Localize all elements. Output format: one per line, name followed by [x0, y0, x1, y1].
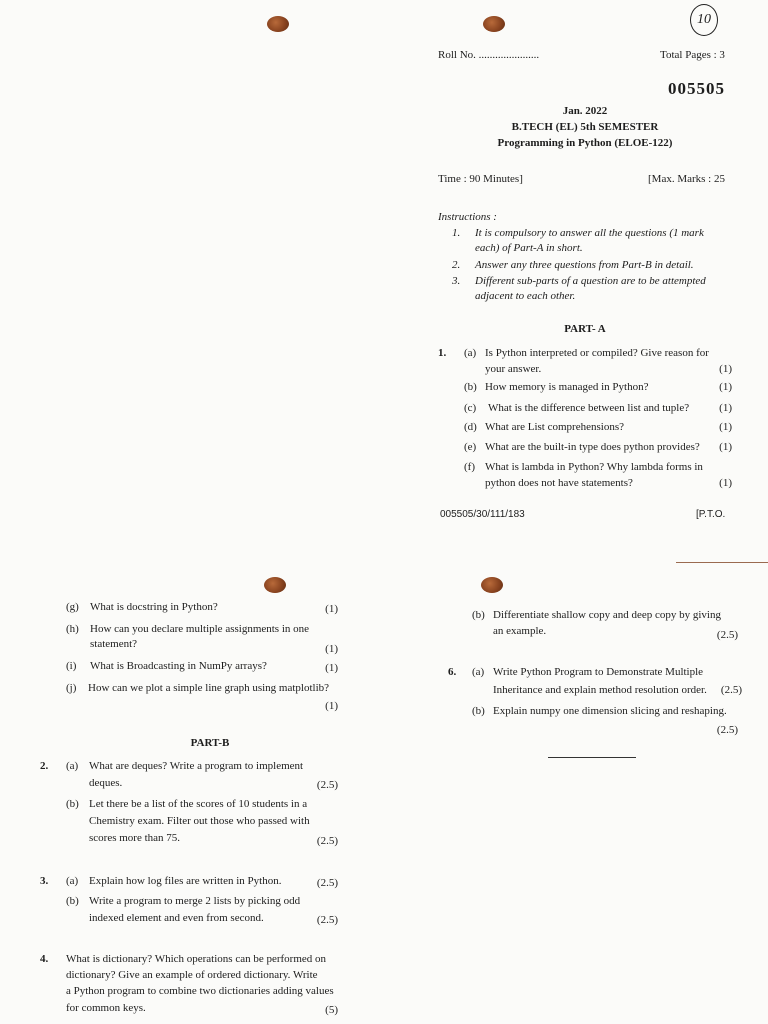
- question-label: (f): [464, 461, 475, 473]
- instruction-text-cont: each) of Part-A in short.: [475, 242, 583, 254]
- question-label: (e): [464, 441, 477, 453]
- question-text: Write Python Program to Demonstrate Multiple: [493, 666, 704, 678]
- question-text-cont: statement?: [90, 638, 138, 650]
- question-label: (a): [66, 875, 79, 887]
- question-number: 1.: [438, 347, 447, 359]
- punch-hole-icon: [483, 16, 505, 32]
- punch-hole-icon: [481, 577, 503, 593]
- question-label: (b): [66, 895, 79, 907]
- handwritten-page-mark: 10: [690, 4, 718, 36]
- instruction-text: It is compulsory to answer all the questions (1 mark: [475, 227, 704, 239]
- paper-code: 005505: [668, 79, 725, 98]
- question-item: [464, 401, 732, 417]
- question-text-cont: scores more than 75.: [89, 832, 181, 844]
- question-text-cont: for common keys.: [66, 1002, 146, 1014]
- instruction-text: Different sub-parts of a question are to be attempted: [475, 275, 706, 287]
- question-marks: (1): [719, 402, 732, 414]
- question-item: [66, 681, 338, 713]
- question-item: [464, 440, 732, 456]
- question-text-cont: dictionary? Give an example of ordered dictionary. Write: [66, 969, 318, 981]
- question-number: 3.: [40, 875, 49, 887]
- question-item: [66, 622, 338, 654]
- question-marks: (1): [325, 662, 338, 674]
- question-item: [66, 894, 338, 928]
- question-label: (b): [66, 798, 79, 810]
- course-name: B.TECH (EL) 5th SEMESTER: [511, 121, 659, 133]
- question-text: What are List comprehensions?: [485, 421, 624, 433]
- question-item: [464, 380, 732, 396]
- question-label: (a): [464, 347, 477, 359]
- question-text-cont: Inheritance and explain method resolution order.: [493, 684, 707, 696]
- question-text: Explain numpy one dimension slicing and reshaping.: [493, 705, 727, 717]
- question-text-cont: indexed element and even from second.: [89, 912, 264, 924]
- question-number: 2.: [40, 760, 49, 772]
- question-marks: (1): [325, 603, 338, 615]
- part-b-title: PART-B: [190, 737, 230, 749]
- question-marks: (2.5): [316, 877, 338, 889]
- part-a-title: PART- A: [564, 323, 606, 335]
- question-item: [66, 659, 338, 675]
- question-text-cont: a Python program to combine two dictionaries adding values: [66, 985, 334, 997]
- question-marks: (1): [719, 477, 732, 489]
- question-label: (g): [66, 601, 79, 613]
- time-limit: Time : 90 Minutes]: [438, 173, 523, 185]
- question-marks: (1): [719, 441, 732, 453]
- question-item: [66, 759, 338, 791]
- question-label: (j): [66, 682, 77, 694]
- question-text: Explain how log files are written in Python.: [89, 875, 282, 887]
- question-number: 6.: [448, 666, 457, 678]
- instruction-number: 2.: [452, 259, 461, 271]
- question-text: What is docstring in Python?: [90, 601, 218, 613]
- question-label: (b): [472, 609, 485, 621]
- question-text-cont: an example.: [493, 625, 547, 637]
- question-text: Let there be a list of the scores of 10 students in a: [89, 798, 308, 810]
- question-item: [66, 600, 338, 616]
- question-marks: (5): [325, 1004, 338, 1016]
- question-item: [66, 952, 338, 1018]
- question-text: How can you declare multiple assignments in one: [90, 623, 310, 635]
- page-edge-line: [676, 562, 768, 563]
- instruction-text: Answer any three questions from Part-B in detail.: [475, 259, 694, 271]
- question-marks: (1): [719, 421, 732, 433]
- instruction-number: 3.: [452, 275, 461, 287]
- instructions-title: Instructions :: [438, 211, 497, 223]
- question-item: [464, 420, 732, 436]
- question-number: 4.: [40, 953, 49, 965]
- question-item: [66, 874, 338, 890]
- question-label: (h): [66, 623, 79, 635]
- pto-label: [P.T.O.: [696, 509, 726, 520]
- question-label: (i): [66, 660, 77, 672]
- question-text: What is the difference between list and tuple?: [488, 402, 690, 414]
- end-of-paper-line: [548, 757, 636, 758]
- question-marks: (2.5): [316, 914, 338, 926]
- question-text: What is dictionary? Which operations can be performed on: [66, 953, 327, 965]
- question-marks: (2.5): [316, 835, 338, 847]
- question-text: Differentiate shallow copy and deep copy by giving: [493, 609, 721, 621]
- question-item: [464, 460, 732, 490]
- subject-name: Programming in Python (ELOE-122): [497, 137, 673, 149]
- question-item: [464, 346, 732, 376]
- question-marks: (2.5): [316, 779, 338, 791]
- instruction-number: 1.: [452, 227, 461, 239]
- question-item: [472, 665, 742, 699]
- question-text-cont: your answer.: [485, 363, 542, 375]
- question-text: What are deques? Write a program to implement: [89, 760, 304, 772]
- question-label: (a): [472, 666, 485, 678]
- question-label: (c): [464, 402, 477, 414]
- instruction-text-cont: adjacent to each other.: [475, 290, 576, 302]
- question-marks: (1): [719, 363, 732, 375]
- question-text-cont: deques.: [89, 777, 123, 789]
- punch-hole-icon: [264, 577, 286, 593]
- paper-footer-code: 005505/30/111/183: [440, 509, 525, 520]
- max-marks: [Max. Marks : 25: [648, 173, 725, 185]
- roll-no: Roll No. ......................: [438, 49, 540, 61]
- question-marks: (2.5): [720, 684, 742, 696]
- question-item: [472, 704, 738, 738]
- question-item: [472, 608, 738, 642]
- question-marks: (1): [719, 381, 732, 393]
- question-label: (d): [464, 421, 477, 433]
- question-text-cont: python does not have statements?: [485, 477, 633, 489]
- question-text: Write a program to merge 2 lists by picking odd: [89, 895, 301, 907]
- question-marks: (1): [325, 643, 338, 655]
- question-item: [66, 797, 338, 849]
- total-pages: Total Pages : 3: [660, 49, 725, 61]
- question-text: How memory is managed in Python?: [485, 381, 649, 393]
- question-label: (b): [472, 705, 485, 717]
- question-marks: (2.5): [716, 629, 738, 641]
- question-text: How can we plot a simple line graph using matplotlib?: [88, 682, 330, 694]
- question-text: Is Python interpreted or compiled? Give reason for: [485, 347, 709, 359]
- question-label: (a): [66, 760, 79, 772]
- question-text: What are the built-in type does python provides?: [485, 441, 700, 453]
- question-label: (b): [464, 381, 477, 393]
- punch-hole-icon: [267, 16, 289, 32]
- question-text: What is Broadcasting in NumPy arrays?: [90, 660, 267, 672]
- question-marks: (1): [325, 700, 338, 712]
- question-marks: (2.5): [716, 724, 738, 736]
- exam-date: Jan. 2022: [562, 105, 608, 117]
- question-text-cont: Chemistry exam. Filter out those who passed with: [89, 815, 310, 827]
- question-text: What is lambda in Python? Why lambda forms in: [485, 461, 703, 473]
